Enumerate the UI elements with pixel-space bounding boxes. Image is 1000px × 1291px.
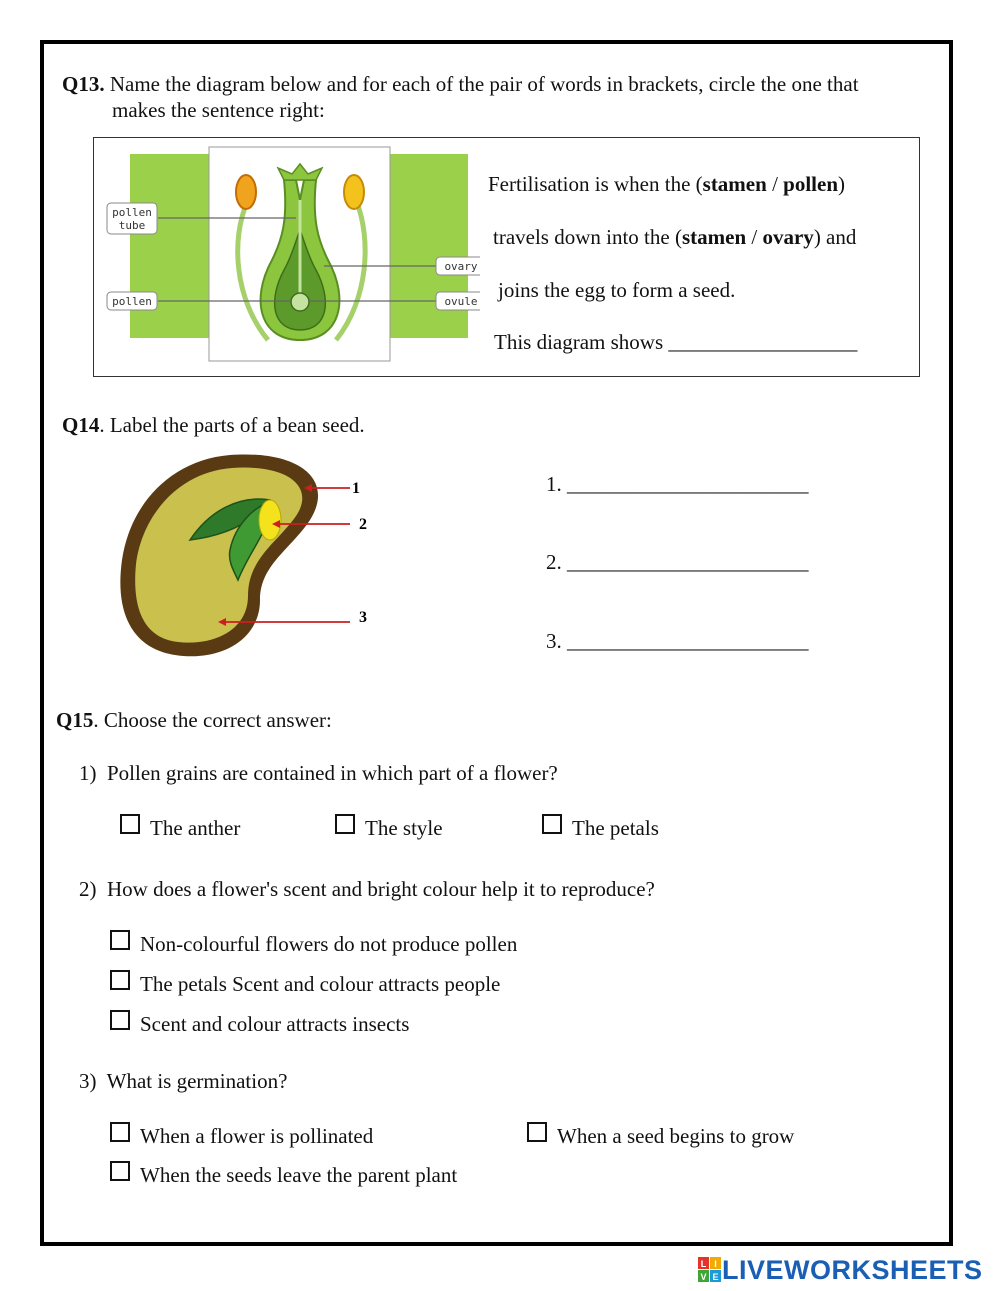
s1-pre: Fertilisation is when the ( — [488, 172, 703, 196]
q15-q1-num: 1) — [79, 761, 97, 785]
q15-q3-num: 3) — [79, 1069, 97, 1093]
s2-pre: travels down into the ( — [493, 225, 682, 249]
svg-text:V: V — [700, 1272, 707, 1282]
marker-2: 2 — [359, 516, 367, 533]
flower-cross-section-diagram — [100, 140, 480, 370]
q14-answer-3 — [546, 629, 809, 654]
q13-prompt-line1: Name the diagram below and for each of the pair of words in brackets, circle the one that — [109, 72, 859, 96]
q15-q2-option-2[interactable] — [110, 970, 500, 997]
q15-q3-option-3[interactable] — [110, 1161, 457, 1188]
q15-question-3 — [79, 1068, 287, 1094]
q15-q3-text: What is germination? — [106, 1069, 288, 1093]
marker-3: 3 — [359, 609, 367, 626]
q15-q1-option-1-label: The anther — [150, 816, 241, 840]
label-pollen-tube-2: tube — [118, 219, 146, 232]
q15-q1-option-3-label: The petals — [572, 816, 659, 840]
svg-text:I: I — [714, 1259, 717, 1269]
checkbox[interactable] — [542, 814, 562, 834]
q13-sentence-3: joins the egg to form a seed. — [498, 278, 736, 302]
marker-1: 1 — [352, 480, 360, 497]
q15-q1-option-1[interactable] — [120, 814, 240, 841]
q15-q2-text: How does a flower's scent and bright colour help it to reproduce? — [107, 877, 655, 901]
q15-number: Q15 — [56, 708, 94, 732]
bean-seed-diagram — [110, 450, 380, 665]
ovule-icon — [291, 293, 309, 311]
q13-sentence-1 — [488, 172, 845, 197]
label-ovary: ovary — [444, 260, 478, 273]
q13-sentence-2 — [493, 225, 856, 250]
s1-post: ) — [838, 172, 846, 196]
right-anther-icon — [344, 175, 364, 209]
q15-q1-option-2[interactable] — [335, 814, 443, 841]
left-anther-icon — [236, 175, 256, 209]
q15-q3-option-2-label: When a seed begins to grow — [557, 1124, 795, 1148]
q15-q3-option-1[interactable] — [110, 1122, 373, 1149]
q15-q3-option-2[interactable] — [527, 1122, 794, 1149]
q14-prompt-text: . Label the parts of a bean seed. — [99, 413, 365, 437]
q13-prompt — [62, 71, 859, 97]
q15-q1-option-2-label: The style — [365, 816, 443, 840]
checkbox[interactable] — [110, 1161, 130, 1181]
s1-option-pollen[interactable]: pollen — [783, 172, 839, 196]
checkbox[interactable] — [110, 1122, 130, 1142]
checkbox[interactable] — [335, 814, 355, 834]
q15-q2-option-3[interactable] — [110, 1010, 409, 1037]
label-pollen-tube-1: pollen — [112, 206, 152, 219]
q14-answer-3-blank[interactable]: _______________________ — [567, 629, 809, 653]
s1-sep: / — [766, 172, 784, 196]
radicle-icon — [259, 500, 281, 540]
q15-q2-option-1[interactable] — [110, 930, 517, 957]
checkbox[interactable] — [110, 930, 130, 950]
q15-prompt — [56, 707, 332, 733]
s2-option-ovary[interactable]: ovary — [762, 225, 814, 249]
q14-number: Q14 — [62, 413, 100, 437]
s2-sep: / — [746, 225, 763, 249]
q13-number: Q13. — [62, 72, 105, 96]
s1-option-stamen[interactable]: stamen — [702, 172, 767, 196]
q15-q3-option-3-label: When the seeds leave the parent plant — [140, 1163, 458, 1187]
q15-q2-option-3-label: Scent and colour attracts insects — [140, 1012, 410, 1036]
s4-text: This diagram shows — [494, 330, 664, 354]
q14-answer-2-num: 2. — [546, 550, 562, 574]
q14-prompt — [62, 412, 365, 438]
q15-prompt-text: . Choose the correct answer: — [93, 708, 332, 732]
q14-answer-1-blank[interactable]: _______________________ — [567, 472, 809, 496]
label-pollen: pollen — [112, 295, 152, 308]
s2-option-stamen[interactable]: stamen — [681, 225, 747, 249]
q15-q2-num: 2) — [79, 877, 97, 901]
liveworksheets-logo-icon — [698, 1257, 722, 1283]
q13-prompt-line2: makes the sentence right: — [112, 98, 325, 122]
q13-sentence-4 — [494, 330, 857, 355]
checkbox[interactable] — [110, 970, 130, 990]
q14-answer-1 — [546, 472, 809, 497]
q15-question-1 — [79, 760, 558, 786]
q15-q1-text: Pollen grains are contained in which part of a flower? — [107, 761, 558, 785]
label-ovule: ovule — [444, 295, 478, 308]
q15-q3-option-1-label: When a flower is pollinated — [140, 1124, 374, 1148]
q14-answer-2 — [546, 550, 809, 575]
checkbox[interactable] — [527, 1122, 547, 1142]
q14-answer-1-num: 1. — [546, 472, 562, 496]
q13-answer-blank[interactable]: __________________ — [668, 330, 858, 354]
q14-answer-2-blank[interactable]: _______________________ — [567, 550, 809, 574]
q15-q2-option-1-label: Non-colourful flowers do not produce pollen — [140, 932, 518, 956]
q14-answer-3-num: 3. — [546, 629, 562, 653]
q15-q2-option-2-label: The petals Scent and colour attracts people — [140, 972, 501, 996]
s2-post: ) and — [813, 225, 857, 249]
q15-question-2 — [79, 876, 655, 902]
q15-q1-option-3[interactable] — [542, 814, 659, 841]
checkbox[interactable] — [110, 1010, 130, 1030]
checkbox[interactable] — [120, 814, 140, 834]
liveworksheets-logo-text: LIVEWORKSHEETS — [722, 1254, 983, 1285]
svg-text:L: L — [700, 1259, 707, 1269]
liveworksheets-logo — [698, 1256, 983, 1284]
svg-text:E: E — [712, 1272, 719, 1282]
